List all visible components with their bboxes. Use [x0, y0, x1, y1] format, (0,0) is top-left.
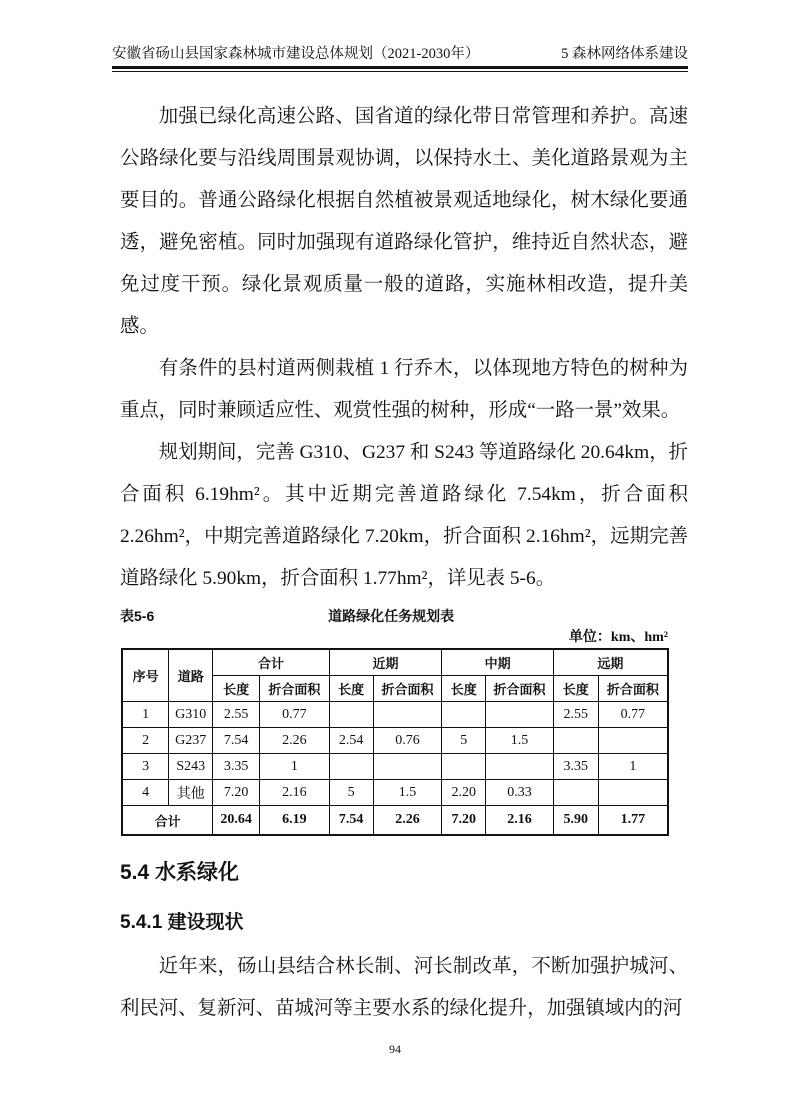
table-cell: G310 [169, 702, 213, 728]
table-cell: 2.55 [213, 702, 260, 728]
col-length: 长度 [329, 676, 373, 702]
table-unit: 单位：km、hm² [568, 630, 668, 645]
table-cell: 6.19 [260, 806, 330, 836]
col-road: 道路 [169, 649, 213, 702]
table-cell [486, 702, 554, 728]
table-cell: 5 [329, 780, 373, 806]
table-cell: 2.55 [553, 702, 598, 728]
table-row [122, 702, 668, 728]
table-cell [329, 754, 373, 780]
table-cell: 1.5 [486, 728, 554, 754]
paragraph: 近年来，砀山县结合林长制、河长制改革，不断加强护城河、利民河、复新河、苗城河等主要水系的绿化提升，加强镇域内的河 [120, 956, 688, 1019]
table-cell: 1.77 [598, 806, 668, 836]
table-cell: G237 [169, 728, 213, 754]
table-cell: 7.20 [213, 780, 260, 806]
page-content [120, 96, 688, 1030]
table-cell [442, 754, 486, 780]
table-cell [373, 702, 442, 728]
table-cell: 2.26 [373, 806, 442, 836]
paragraph: 加强已绿化高速公路、国省道的绿化带日常管理和养护。高速公路绿化要与沿线周围景观协调，以保持水土、美化道路景观为主要目的。普通公路绿化根据自然植被景观适地绿化，树木绿化要通透，避免密植。同时加强现有道路绿化管护，维持近自然状态，避免过度干预。绿化景观质量一般的道路，实施林相改造，提升美感。 [120, 106, 688, 337]
col-group-mid: 中期 [442, 649, 554, 676]
col-length: 长度 [213, 676, 260, 702]
page-number: 94 [389, 1042, 401, 1056]
table-cell: 7.54 [213, 728, 260, 754]
body-text [120, 96, 688, 600]
table-cell: 2.54 [329, 728, 373, 754]
table-row [122, 728, 668, 754]
table-cell [329, 702, 373, 728]
road-greening-table [121, 648, 669, 836]
table-row [122, 754, 668, 780]
table-cell: 0.33 [486, 780, 554, 806]
table-cell [598, 728, 668, 754]
table-cell: 3 [122, 754, 169, 780]
table-cell: 7.20 [442, 806, 486, 836]
section-heading: 5.4 水系绿化 [120, 861, 240, 884]
table-cell: 1 [598, 754, 668, 780]
table-cell: 1 [122, 702, 169, 728]
paragraph: 有条件的县村道两侧栽植 1 行乔木，以体现地方特色的树种为重点，同时兼顾适应性、观赏性强的树种，形成“一路一景”效果。 [120, 358, 688, 421]
header-chapter: 5 森林网络体系建设 [561, 46, 688, 62]
table-cell [486, 754, 554, 780]
header-rule-thin [112, 71, 688, 72]
table-cell: 2.16 [260, 780, 330, 806]
header-rule [112, 66, 688, 69]
table-cell: 0.77 [598, 702, 668, 728]
table-cell: 3.35 [553, 754, 598, 780]
paragraph: 规划期间，完善 G310、G237 和 S243 等道路绿化 20.64km，折合面积 6.19hm²。其中近期完善道路绿化 7.54km，折合面积 2.26hm²，中期完善道路绿化 7.20km，折合面积 2.16hm²，远期完善道路绿化 5.90km，折合面积 1.77hm²，详见表 5-6。 [120, 442, 688, 589]
table-row [122, 780, 668, 806]
col-group-near: 近期 [329, 649, 442, 676]
table-cell: 2.20 [442, 780, 486, 806]
table-cell: 1 [260, 754, 330, 780]
table-cell: 20.64 [213, 806, 260, 836]
table-label: 表5-6 [120, 608, 155, 624]
table-cell: 5.90 [553, 806, 598, 836]
table-cell [553, 780, 598, 806]
table-cell [373, 754, 442, 780]
col-group-total: 合计 [213, 649, 330, 676]
table-cell: 3.35 [213, 754, 260, 780]
table-cell: 5 [442, 728, 486, 754]
caption-spacer [628, 606, 668, 626]
table-cell: 0.77 [260, 702, 330, 728]
running-header [112, 42, 688, 63]
table-cell: 1.5 [373, 780, 442, 806]
table-caption [120, 606, 668, 626]
table-cell: S243 [169, 754, 213, 780]
subsection-heading: 5.4.1 建设现状 [120, 912, 244, 933]
table-cell [598, 780, 668, 806]
table-cell: 其他 [169, 780, 213, 806]
header-row [122, 649, 668, 676]
col-no: 序号 [122, 649, 169, 702]
col-length: 长度 [553, 676, 598, 702]
col-area: 折合面积 [486, 676, 554, 702]
table-cell: 7.54 [329, 806, 373, 836]
table-title: 道路绿化任务规划表 [328, 608, 455, 624]
header-title: 安徽省砀山县国家森林城市建设总体规划（2021-2030年） [112, 46, 480, 62]
table-cell: 2 [122, 728, 169, 754]
col-group-far: 远期 [553, 649, 668, 676]
table-cell: 4 [122, 780, 169, 806]
body-text [120, 946, 688, 1030]
table-cell [442, 702, 486, 728]
col-area: 折合面积 [598, 676, 668, 702]
col-area: 折合面积 [373, 676, 442, 702]
table-cell: 0.76 [373, 728, 442, 754]
table-cell [553, 728, 598, 754]
table-cell: 合计 [122, 806, 213, 836]
table-cell: 2.26 [260, 728, 330, 754]
col-length: 长度 [442, 676, 486, 702]
total-row [122, 806, 668, 836]
col-area: 折合面积 [260, 676, 330, 702]
table-cell: 2.16 [486, 806, 554, 836]
